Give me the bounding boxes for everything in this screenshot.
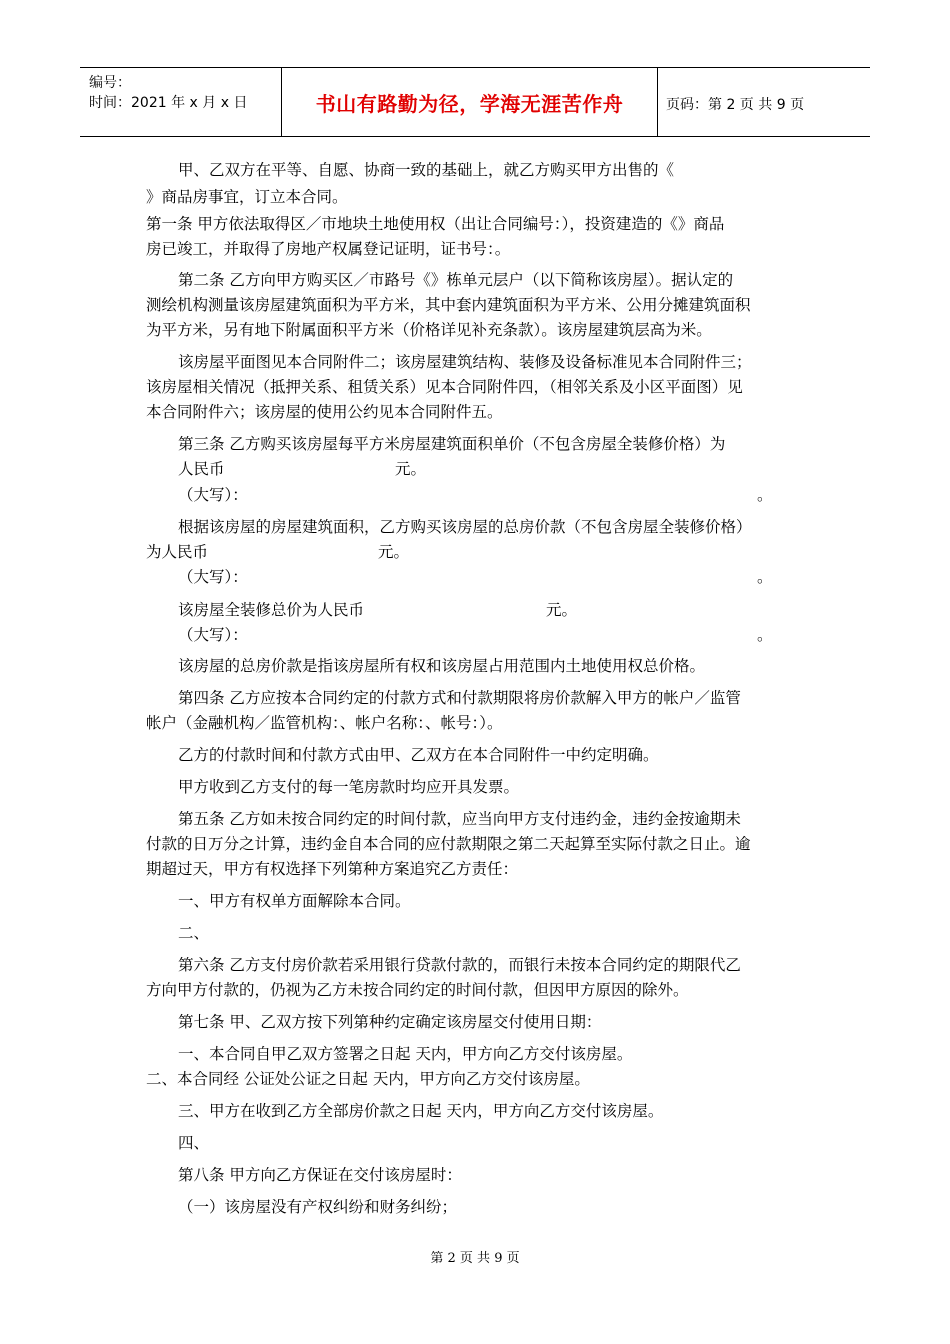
header-motto-cell bbox=[282, 68, 658, 136]
page-footer: 第 2 页 共 9 页 bbox=[430, 1251, 520, 1266]
paragraph-line: 根据该房屋的房屋建筑面积，乙方购买该房屋的总房价款（不包含房屋全装修价格） bbox=[178, 518, 752, 536]
total-price-label: 为人民币 bbox=[146, 543, 209, 561]
header-info-cell bbox=[80, 68, 282, 136]
header-page-number: 页码：第 2 页 共 9 页 bbox=[666, 97, 805, 113]
paragraph-line: 甲、乙双方在平等、自愿、协商一致的基础上，就乙方购买甲方出售的《 bbox=[178, 161, 675, 179]
paragraph-line: 甲方收到乙方支付的每一笔房款时均应开具发票。 bbox=[178, 778, 520, 796]
document-number-label: 编号： bbox=[89, 75, 131, 91]
line-end-mark: 。 bbox=[757, 486, 773, 504]
unit-price-unit: 元。 bbox=[395, 460, 427, 478]
decoration-price-unit: 元。 bbox=[546, 601, 578, 619]
paragraph-line: 乙方的付款时间和付款方式由甲、乙双方在本合同附件一中约定明确。 bbox=[178, 746, 659, 764]
article-5-line: 第五条 乙方如未按合同约定的时间付款，应当向甲方支付违约金，违约金按逾期未 bbox=[178, 810, 741, 828]
paragraph-line: 期超过天，甲方有权选择下列第种方案追究乙方责任： bbox=[146, 860, 519, 878]
article-3-line: 第三条 乙方购买该房屋每平方米房屋建筑面积单价（不包含房屋全装修价格）为 bbox=[178, 435, 726, 453]
article-4-line: 第四条 乙方应按本合同约定的付款方式和付款期限将房价款解入甲方的帐户／监管 bbox=[178, 689, 741, 707]
header-motto: 书山有路勤为径，学海无涯苦作舟 bbox=[315, 92, 624, 116]
line-end-mark: 。 bbox=[757, 626, 773, 644]
paragraph-line: 帐户（金融机构／监管机构：、帐户名称：、帐号：）。 bbox=[146, 714, 503, 732]
line-end-mark: 。 bbox=[757, 568, 773, 586]
paragraph-line: 方向甲方付款的，仍视为乙方未按合同约定的时间付款，但因甲方原因的除外。 bbox=[146, 981, 689, 999]
article-1-line: 第一条 甲方依法取得区／市地块土地使用权（出让合同编号：），投资建造的《》商品 bbox=[146, 215, 725, 233]
paragraph-line: 付款的日万分之计算，违约金自本合同的应付款期限之第二天起算至实际付款之日止。逾 bbox=[146, 835, 751, 853]
paragraph-line: 一、甲方有权单方面解除本合同。 bbox=[178, 892, 411, 910]
unit-price-label: 人民币 bbox=[178, 460, 225, 478]
paragraph-line: 该房屋的总房价款是指该房屋所有权和该房屋占用范围内土地使用权总价格。 bbox=[178, 657, 706, 675]
uppercase-amount-label: （大写）： bbox=[178, 486, 248, 504]
document-header bbox=[80, 67, 870, 137]
paragraph-line: 二、 bbox=[178, 924, 210, 942]
paragraph-line: 三、甲方在收到乙方全部房价款之日起 天内，甲方向乙方交付该房屋。 bbox=[178, 1102, 664, 1120]
uppercase-amount-label: （大写）： bbox=[178, 568, 248, 586]
article-6-line: 第六条 乙方支付房价款若采用银行贷款付款的，而银行未按本合同约定的期限代乙 bbox=[178, 956, 741, 974]
uppercase-amount-label: （大写）： bbox=[178, 626, 248, 644]
total-price-unit: 元。 bbox=[378, 543, 410, 561]
paragraph-line: 该房屋平面图见本合同附件二；该房屋建筑结构、装修及设备标准见本合同附件三； bbox=[178, 353, 752, 371]
paragraph-line: 一、本合同自甲乙双方签署之日起 天内，甲方向乙方交付该房屋。 bbox=[178, 1045, 633, 1063]
paragraph-line: 房已竣工，并取得了房地产权属登记证明，证书号：。 bbox=[146, 240, 511, 258]
paragraph-line: （一）该房屋没有产权纠纷和财务纠纷； bbox=[178, 1198, 458, 1216]
paragraph-line: 本合同附件六；该房屋的使用公约见本合同附件五。 bbox=[146, 403, 503, 421]
article-2-line: 第二条 乙方向甲方购买区／市路号《》栋单元层户（以下简称该房屋）。据认定的 bbox=[178, 271, 734, 289]
paragraph-line: 测绘机构测量该房屋建筑面积为平方米，其中套内建筑面积为平方米、公用分摊建筑面积 bbox=[146, 296, 751, 314]
paragraph-line: 为平方米，另有地下附属面积平方米（价格详见补充条款）。该房屋建筑层高为米。 bbox=[146, 321, 712, 339]
paragraph-line: 二、本合同经 公证处公证之日起 天内，甲方向乙方交付该房屋。 bbox=[146, 1070, 590, 1088]
paragraph-line: 四、 bbox=[178, 1134, 210, 1152]
article-8-line: 第八条 甲方向乙方保证在交付该房屋时： bbox=[178, 1166, 462, 1184]
paragraph-line: 该房屋相关情况（抵押关系、租赁关系）见本合同附件四，（相邻关系及小区平面图）见 bbox=[146, 378, 743, 396]
document-date-label: 时间：2021 年 x 月 x 日 bbox=[89, 95, 248, 111]
article-7-line: 第七条 甲、乙双方按下列第种约定确定该房屋交付使用日期： bbox=[178, 1013, 602, 1031]
decoration-price-label: 该房屋全装修总价为人民币 bbox=[178, 601, 365, 619]
paragraph-line: 》商品房事宜，订立本合同。 bbox=[146, 188, 348, 206]
header-page-cell bbox=[658, 68, 870, 136]
